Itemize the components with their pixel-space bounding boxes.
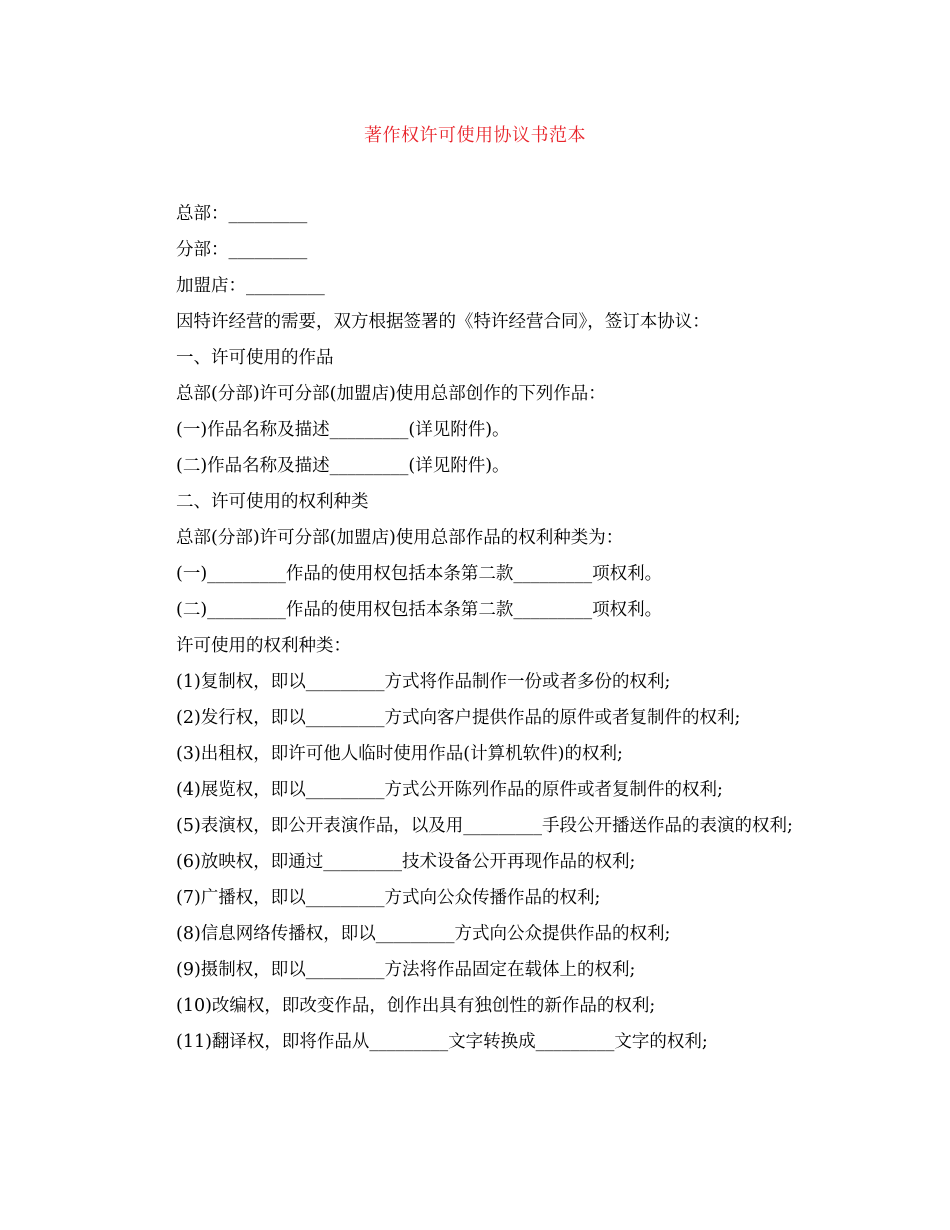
line-network-right: (8)信息网络传播权，即以_________方式向公众提供作品的权利;	[176, 924, 671, 944]
section-heading-rights: 二、许可使用的权利种类	[176, 492, 369, 512]
line-exhibition-right: (4)展览权，即以_________方式公开陈列作品的原件或者复制件的权利;	[176, 780, 723, 800]
line-rights-intro: 总部(分部)许可分部(加盟店)使用总部作品的权利种类为：	[176, 528, 624, 548]
line-rental-right: (3)出租权，即许可他人临时使用作品(计算机软件)的权利;	[176, 744, 623, 764]
line-translation-right: (11)翻译权，即将作品从_________文字转换成_________文字的权利;	[176, 1032, 708, 1052]
line-branch: 分部：_________	[176, 240, 308, 260]
line-work-2: (二)作品名称及描述_________(详见附件)。	[176, 456, 510, 476]
section-heading-works: 一、许可使用的作品	[176, 348, 334, 368]
line-right-1: (一)_________作品的使用权包括本条第二款_________项权利。	[176, 564, 663, 584]
line-screening-right: (6)放映权，即通过_________技术设备公开再现作品的权利;	[176, 852, 636, 872]
line-right-2: (二)_________作品的使用权包括本条第二款_________项权利。	[176, 600, 663, 620]
line-preamble: 因特许经营的需要，双方根据签署的《特许经营合同》，签订本协议：	[176, 312, 710, 332]
line-headquarters: 总部：_________	[176, 204, 308, 224]
line-reproduction-right: (1)复制权，即以_________方式将作品制作一份或者多份的权利;	[176, 672, 671, 692]
document-title: 著作权许可使用协议书范本	[364, 125, 586, 146]
line-broadcast-right: (7)广播权，即以_________方式向公众传播作品的权利;	[176, 888, 601, 908]
line-filming-right: (9)摄制权，即以_________方法将作品固定在载体上的权利;	[176, 960, 636, 980]
line-franchisee: 加盟店：_________	[176, 276, 325, 296]
line-works-intro: 总部(分部)许可分部(加盟店)使用总部创作的下列作品：	[176, 384, 606, 404]
line-performance-right: (5)表演权，即公开表演作品，以及用_________手段公开播送作品的表演的权利;	[176, 816, 793, 836]
line-work-1: (一)作品名称及描述_________(详见附件)。	[176, 420, 510, 440]
line-adaptation-right: (10)改编权，即改变作品，创作出具有独创性的新作品的权利;	[176, 996, 656, 1016]
line-distribution-right: (2)发行权，即以_________方式向客户提供作品的原件或者复制件的权利;	[176, 708, 741, 728]
line-rights-types: 许可使用的权利种类：	[176, 636, 351, 656]
document-body	[140, 196, 820, 1060]
